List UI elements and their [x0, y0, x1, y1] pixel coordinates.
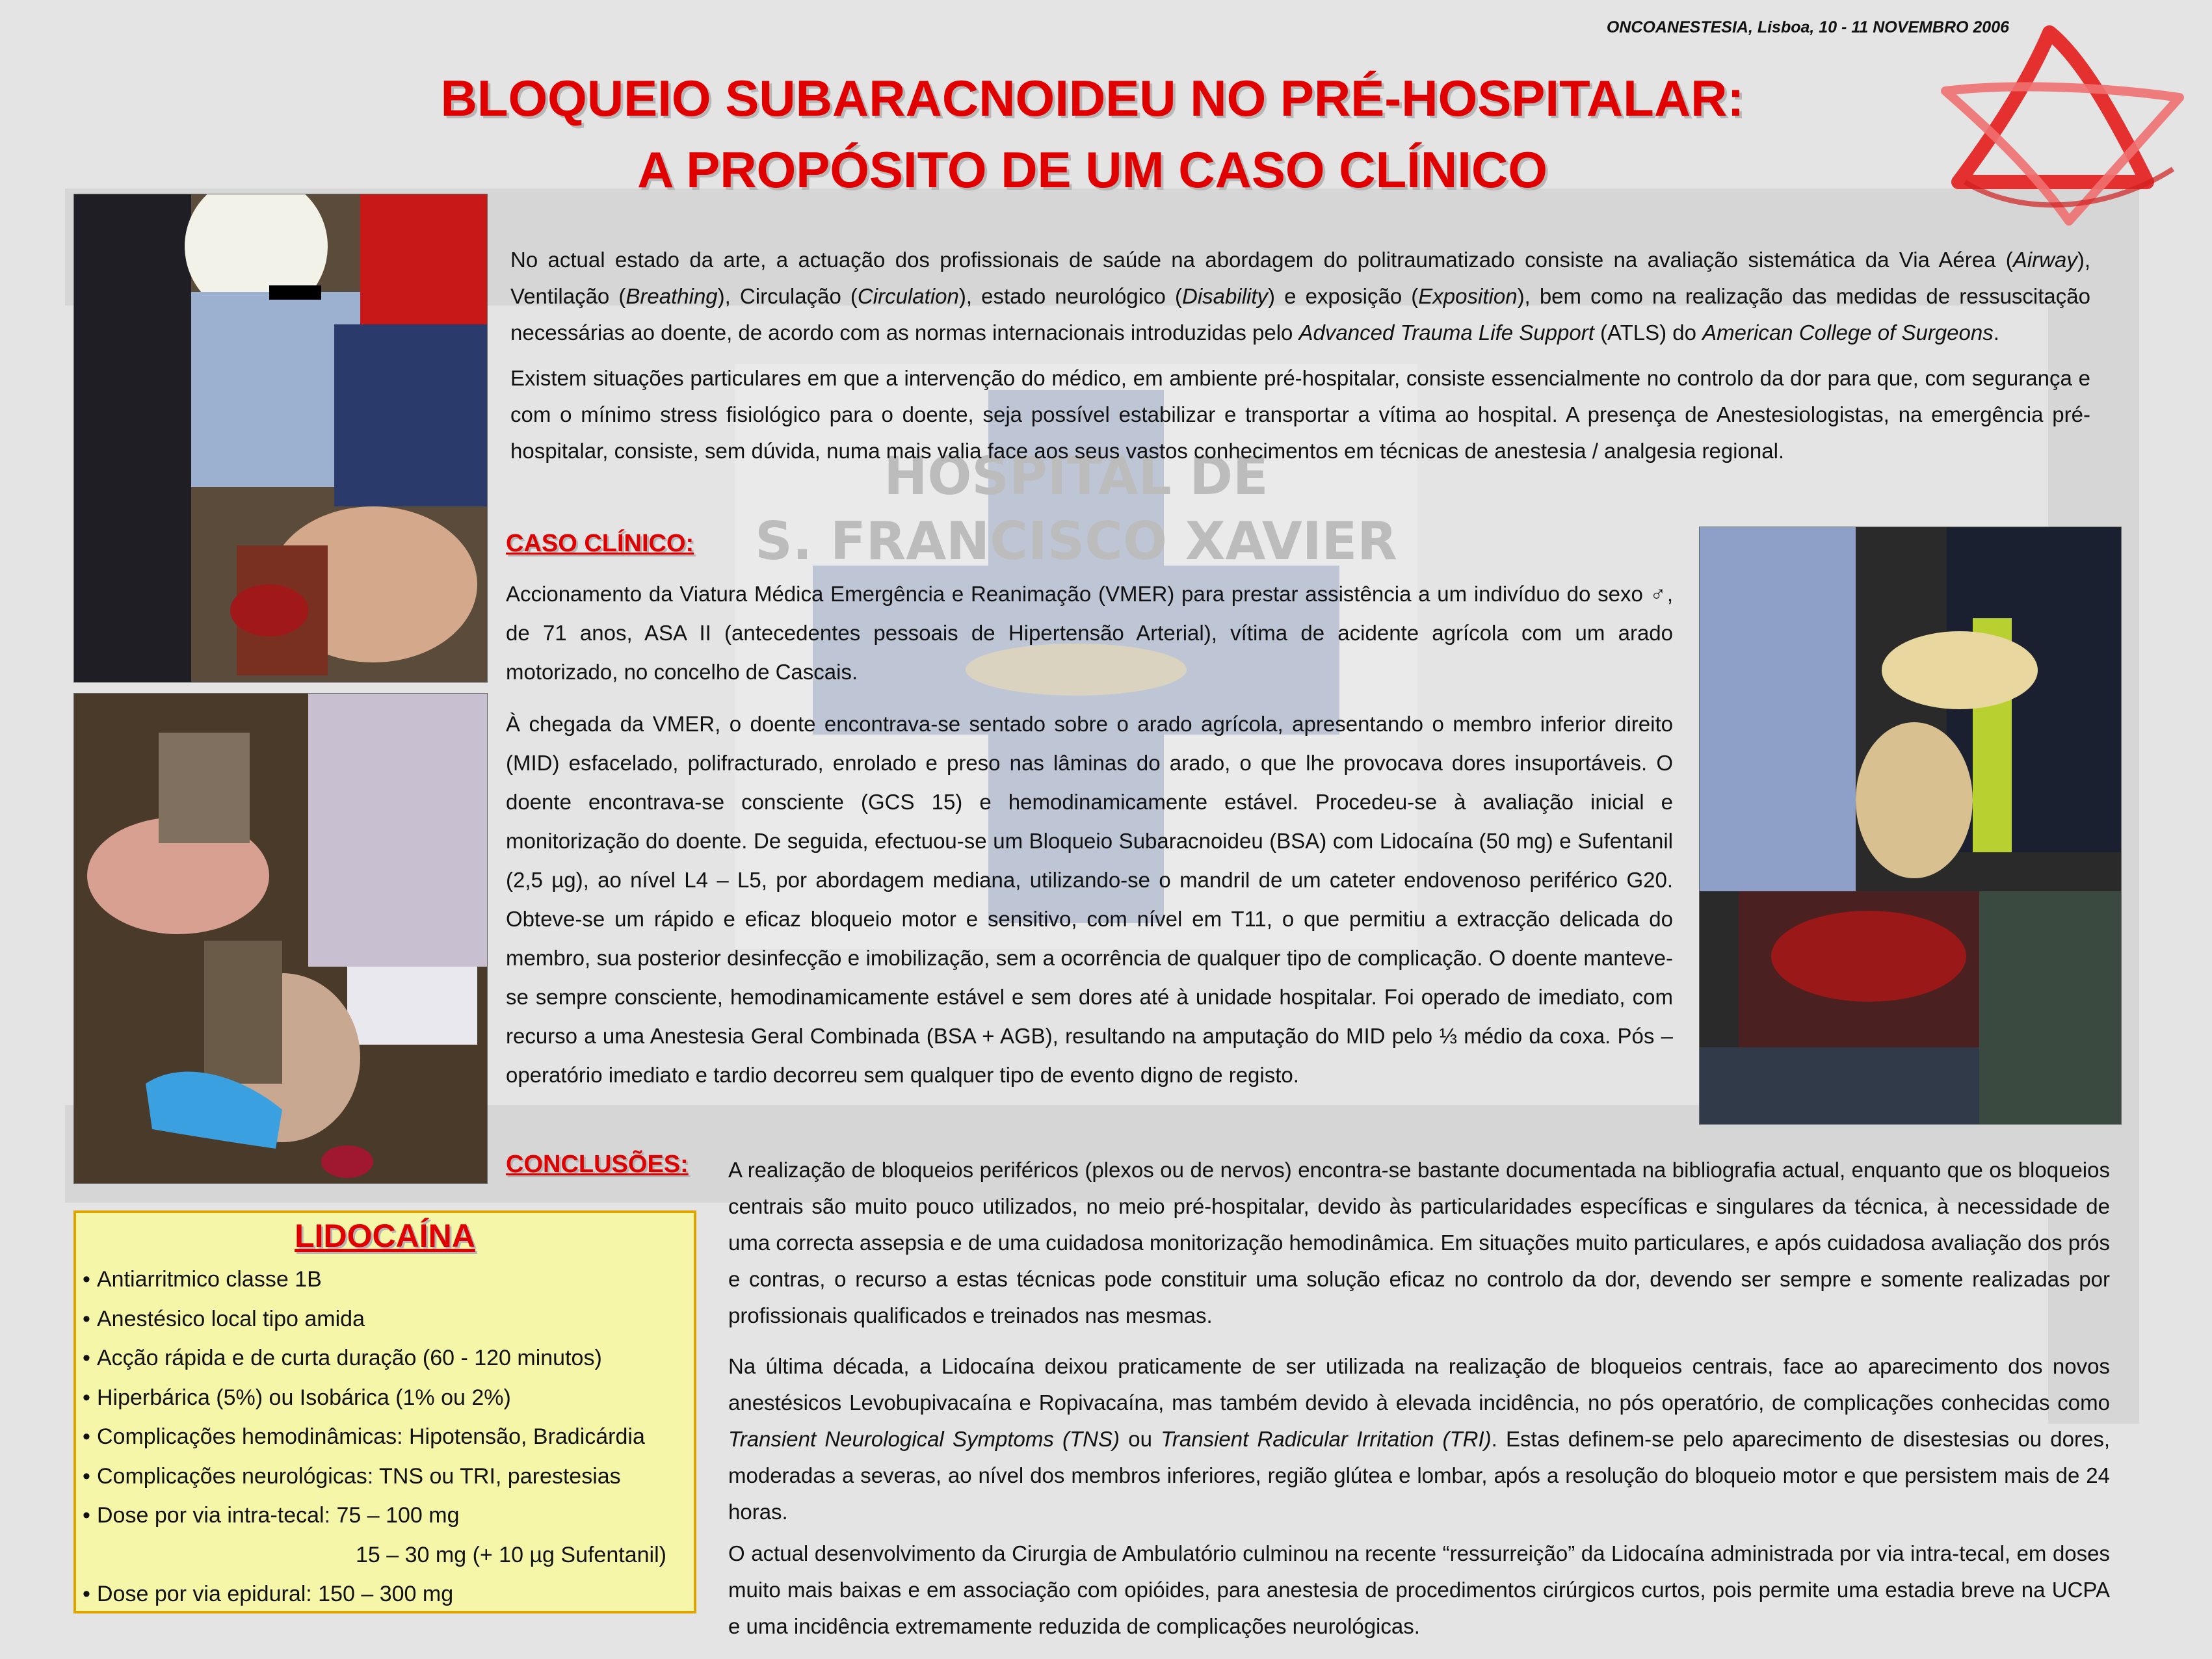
conclusoes-heading: CONCLUSÕES:: [506, 1151, 689, 1178]
caso-clinico-heading: CASO CLÍNICO:: [506, 530, 694, 557]
caso-paragraph-1: Accionamento da Viatura Médica Emergência e Reanimação (VMER) para prestar assistência a um indivíduo do sexo ♂, de 71 anos, ASA II (antecedentes pessoais de Hipertensão Arterial), vítima de acidente agrícola com um arado motorizado, no concelho de Cascais.: [506, 582, 1673, 684]
lidocaina-item: • Hiperbárica (5%) ou Isobárica (1% ou 2%): [83, 1385, 511, 1410]
lidocaina-item: • Complicações neurológicas: TNS ou TRI, parestesias: [83, 1463, 621, 1489]
conclusoes-paragraph-2: Na última década, a Lidocaína deixou praticamente de ser utilizada na realização de bloqueios centrais, face ao aparecimento dos novos anestésicos Levobupivacaína e Ropivacaína, mas também devido à elevada incidência, no pós operatório, de complicações conhecidas como Transient Neurological Symptoms (TNS) ou Transient Radicular Irritation (TRI). Estas definem-se pelo aparecimento de disestesias ou dores, moderadas a severas, ao nível dos membros inferiores, região glútea e lombar, após a resolução do bloqueio motor e que persistem mais de 24 horas.: [728, 1354, 2110, 1524]
photo-leg-in-plough: [73, 693, 488, 1184]
intro-paragraph-1: No actual estado da arte, a actuação dos profissionais de saúde na abordagem do politraumatizado consiste na avaliação sistemática da Via Aérea (Airway), Ventilação (Breathing), Circulação (Circulation), estado neurológico (Disability) e exposição (Exposition), bem como na realização das medidas de ressuscitação necessárias ao doente, de acordo com as normas internacionais introduzidas pelo Advanced Trauma Life Support (ATLS) do American College of Surgeons.: [510, 248, 2090, 345]
conclusoes-paragraph-1: A realização de bloqueios periféricos (plexos ou de nervos) encontra-se bastante documentada na bibliografia actual, enquanto que os bloqueios centrais são muito pouco utilizados, no meio pré-hospitalar, devido às particularidades específicas e singulares da técnica, à necessidade de uma correcta assepsia e de uma cuidadosa monitorização hemodinâmica. Em situações muito particulares, e após cuidadosa avaliação dos prós e contras, o recurso a estas técnicas pode constituir uma solução eficaz no controlo da dor, devendo ser sempre e somente realizadas por profissionais qualificados e treinados nas mesmas.: [728, 1158, 2110, 1327]
poster-title-line2: A PROPÓSITO DE UM CASO CLÍNICO: [637, 141, 1547, 198]
poster-title-line1: BLOQUEIO SUBARACNOIDEU NO PRÉ-HOSPITALAR:: [440, 70, 1745, 127]
oncoanestesia-logo: [1919, 20, 2192, 234]
intro-section: [510, 242, 2090, 478]
caso-paragraph-2: À chegada da VMER, o doente encontrava-se sentado sobre o arado agrícola, apresentando o membro inferior direito (MID) esfacelado, polifracturado, enrolado e preso nas lâminas do arado, o que lhe provocava dores insuportáveis. O doente encontrava-se consciente (GCS 15) e hemodinamicamente estável. Procedeu-se à avaliação inicial e monitorização do doente. De seguida, efectuou-se um Bloqueio Subaracnoideu (BSA) com Lidocaína (50 mg) e Sufentanil (2,5 µg), ao nível L4 – L5, por abordagem mediana, utilizando-se o mandril de um cateter endovenoso periférico G20. Obteve-se um rápido e eficaz bloqueio motor e sensitivo, com nível em T11, o que permitiu a extracção delicada do membro, sua posterior desinfecção e imobilização, sem a ocorrência de qualquer tipo de complicação. O doente manteve-se sempre consciente, hemodinamicamente estável e sem dores até à unidade hospitalar. Foi operado de imediato, com recurso a uma Anestesia Geral Combinada (BSA + AGB), resultando na amputação do MID pelo ⅓ médio da coxa. Pós – operatório imediato e tardio decorreu sem qualquer tipo de evento digno de registo.: [506, 712, 1673, 1087]
watermark-line2: S. FRANCISCO XAVIER: [755, 511, 1397, 571]
lidocaina-box: [73, 1210, 696, 1613]
conclusoes-section: [728, 1152, 2110, 1654]
lidocaina-item: • Dose por via intra-tecal: 75 – 100 mg: [83, 1503, 460, 1528]
caso-clinico-section: [506, 575, 1673, 1104]
lidocaina-item-continuation: 15 – 30 mg (+ 10 µg Sufentanil): [356, 1542, 666, 1567]
lidocaina-item: • Dose por via epidural: 150 – 300 mg: [83, 1582, 454, 1606]
lidocaina-item: • Acção rápida e de curta duração (60 - 120 minutos): [83, 1346, 602, 1370]
conference-label: ONCOANESTESIA, Lisboa, 10 - 11 NOVEMBRO 2006: [1606, 18, 2009, 36]
conclusoes-paragraph-3: O actual desenvolvimento da Cirurgia de Ambulatório culminou na recente “ressurreição” da Lidocaína administrada por via intra-tecal, em doses muito mais baixas e em associação com opióides, para anestesia de procedimentos cirúrgicos curtos, pois permite uma estadia breve na UCPA e uma incidência extremamente reduzida de complicações neurológicas.: [728, 1541, 2110, 1638]
lidocaina-item: • Antiarritmico classe 1B: [83, 1267, 322, 1292]
lidocaina-item: • Complicações hemodinâmicas: Hipotensão, Bradicárdia: [83, 1424, 645, 1449]
photo-patient-stabilization: [1699, 527, 2122, 1125]
watermark-line1: HOSPITAL DE: [884, 446, 1269, 506]
lidocaina-title: LIDOCAÍNA: [295, 1218, 475, 1254]
photo-rescue-scene: [73, 194, 488, 683]
lidocaina-item: • Anestésico local tipo amida: [83, 1306, 365, 1331]
lidocaina-list: [76, 1260, 694, 1614]
intro-paragraph-2: Existem situações particulares em que a intervenção do médico, em ambiente pré-hospitalar, consiste essencialmente no controlo da dor para que, com segurança e com o mínimo stress fisiológico para o doente, seja possível estabilizar e transportar a vítima ao hospital. A presença de Anestesiologistas, na emergência pré-hospitalar, consiste, sem dúvida, numa mais valia face aos seus vastos conhecimentos em técnicas de anestesia / analgesia regional.: [510, 366, 2090, 463]
